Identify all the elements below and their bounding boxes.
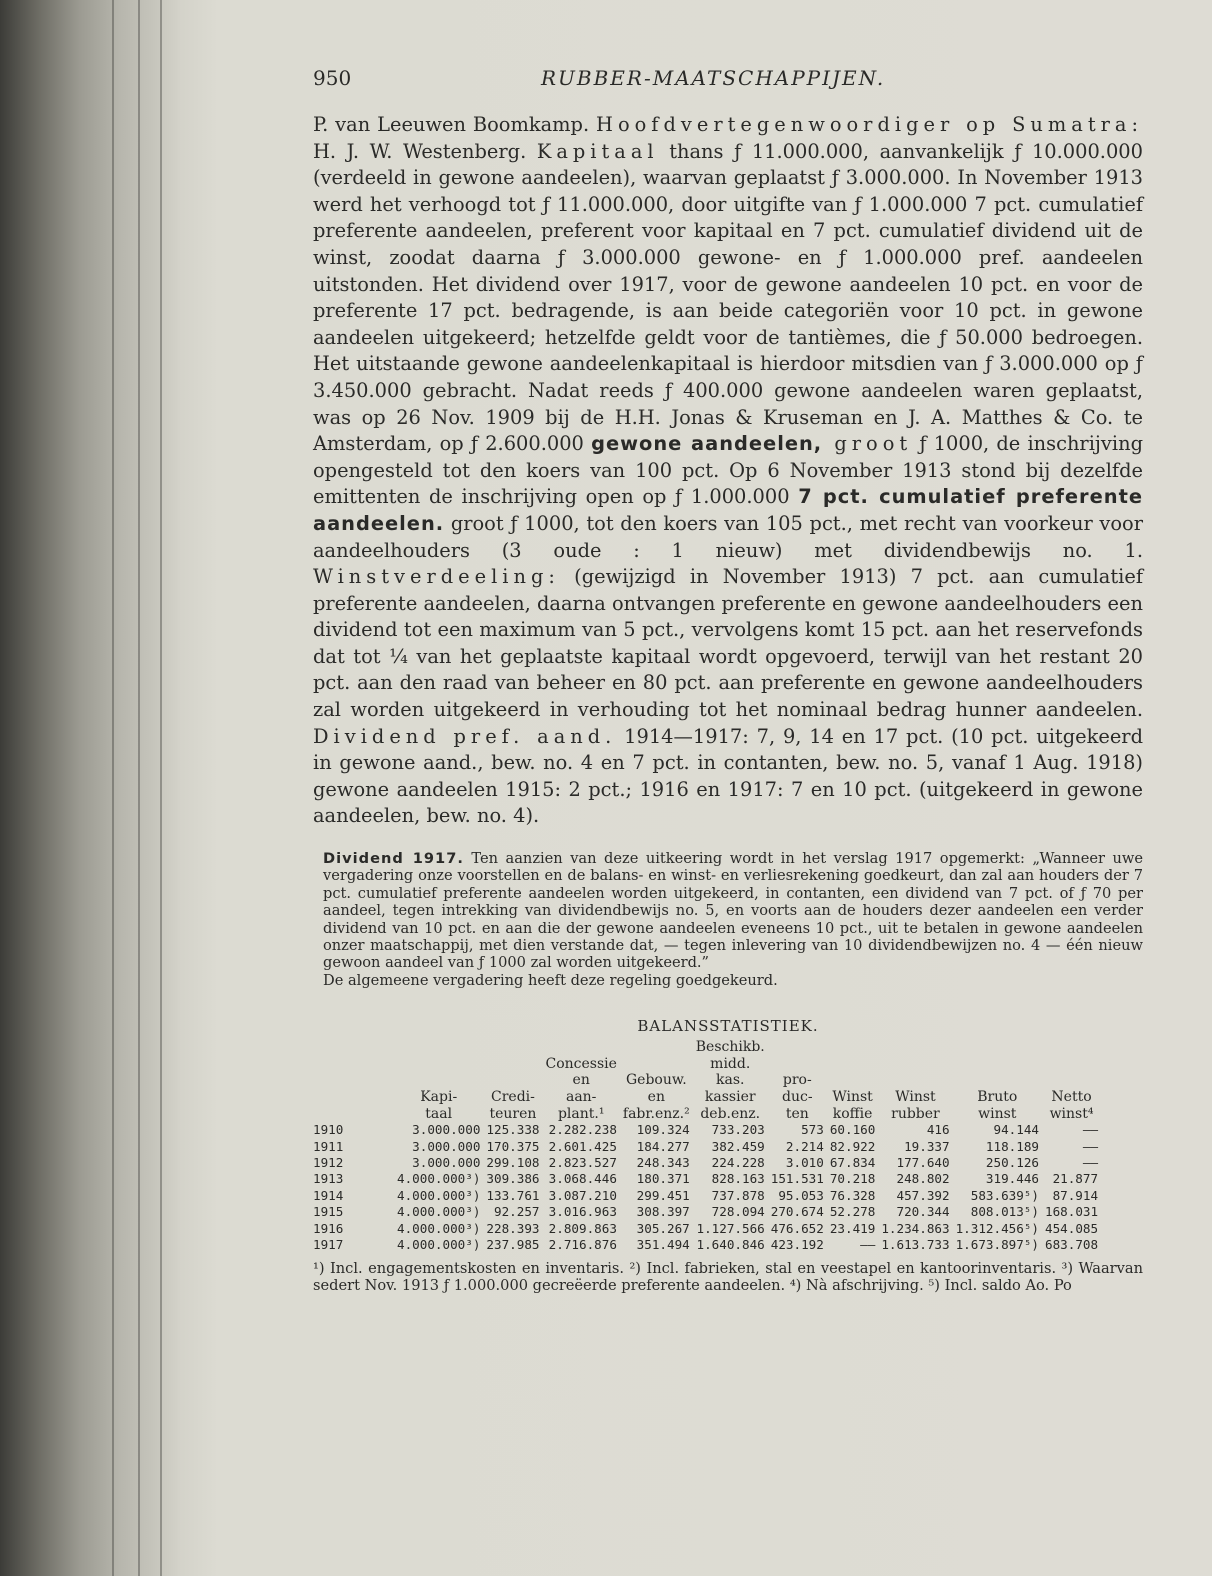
table-cell: 351.494 [636,1237,690,1253]
table-title: BALANSSTATISTIEK. [637,1017,819,1036]
table-cell: 728.094 [711,1204,765,1220]
table-cell: 4.000.000³) [397,1187,481,1203]
table-cell: 3.068.446 [548,1171,617,1187]
column-header: Beschikb. midd. kas. kassier deb.enz. [695,1039,765,1122]
table-cell: 4.000.000³) [397,1204,481,1220]
table-cell: 3.016.963 [548,1204,617,1220]
table-cell: 3.000.000 [412,1155,481,1171]
table-cell: —— [860,1237,876,1253]
table-cell: 4.000.000³) [397,1171,481,1187]
table-cell: 95.053 [778,1187,824,1203]
table-cell: 583.639⁵) [970,1187,1039,1203]
table-cell: —— [1082,1122,1099,1138]
table-cell: 733.203 [711,1122,765,1138]
table-cell: 248.343 [636,1155,690,1171]
table-cell: 82.922 [829,1138,876,1154]
table-cell: 423.192 [770,1237,824,1253]
page-content [313,60,1143,1294]
table-cell: 177.640 [896,1155,950,1171]
table-row [313,1171,1101,1187]
table-cell: 683.708 [1044,1237,1099,1253]
table-cell: 76.328 [829,1187,876,1203]
table-cell: 416 [926,1122,950,1138]
table-cell: 720.344 [896,1204,950,1220]
table-row [313,1237,1101,1253]
table-cell: 457.392 [896,1187,950,1203]
table-cell: 125.338 [486,1122,540,1138]
table-cell: 808.013⁵) [970,1204,1039,1220]
page-number: 950 [313,66,352,90]
note-text: Ten aanzien van deze uitkeering wordt in het verslag 1917 opgemerkt: „Wanneer uwe vergadering onze voorstellen en de balans- en winst- en verliesrekening goedkeurt, dan zal aan houders der 7 pct. cumulatief preferente aandeelen worden uitgekeerd, in contanten, een dividend van 7 pct. of ƒ 70 per aandeel, tegen intrekking van dividendbewijs no. 5, en voorts aan de houders dezer aandeelen een verder dividend van 10 pct. en aan die der gewone aandeelen eveneens 10 pct., uit te betalen in gewone aandeelen onzer maatschappij, met dien verstande dat, — tegen inlevering van 10 dividendbewijzen no. 4 — één nieuw gewoon aandeel van ƒ 1000 zal worden uitgekeerd.” [323,850,1143,972]
table-cell: 2.716.876 [548,1237,617,1253]
table-cell: 2.601.425 [548,1138,617,1154]
note-lead: Dividend 1917. [323,850,464,868]
text-run: H. J. W. Westenberg. [313,139,537,163]
table-cell: 454.085 [1044,1220,1099,1236]
column-header [313,1039,394,1122]
table-cell: 70.218 [829,1171,876,1187]
table-cell: 237.985 [486,1237,540,1253]
running-head: RUBBER-MAATSCHAPPIJEN. [541,66,886,90]
row-year: 1911 [313,1138,344,1154]
table-cell: —— [1082,1138,1099,1154]
balance-table [313,1039,1101,1253]
table-header-row [313,1039,1101,1122]
table-cell: 151.531 [770,1171,824,1187]
row-year: 1912 [313,1155,344,1171]
table-cell: 308.397 [636,1204,690,1220]
table-cell: 382.459 [711,1138,765,1154]
table-cell: 309.386 [486,1171,540,1187]
table-cell: 2.809.863 [548,1220,617,1236]
table-cell: 19.337 [904,1138,950,1154]
row-year: 1910 [313,1122,344,1138]
table-cell: 299.451 [636,1187,690,1203]
text-run: (gewijzigd in November 1913) 7 pct. aan cumulatief preferente aandeelen, daarna ontvangen preferente en gewone aandeelhouders een dividend tot een maximum van 5 pct., vervolgens komt 15 pct. aan het reservefonds dat tot ¼ van het geplaatste kapitaal wordt opgevoerd, terwijl van het restant 20 pct. aan den raad van beheer en 80 pct. aan preferente en gewone aandeelhouders zal worden uitgekeerd in verhouding tot het nominaal bedrag hunner aandeelen. [313,565,1143,722]
table-cell: 250.126 [985,1155,1039,1171]
bold-phrase: 7 pct. cumulatief preferente aandeelen. [313,485,1143,535]
spaced-heading: Hoofdvertegenwoordiger op Sumatra: [596,113,1143,136]
column-header: Winst rubber [891,1089,940,1122]
table-cell: 828.163 [711,1171,765,1187]
bold-phrase: gewone aandeelen, [591,432,823,456]
table-row [313,1204,1101,1220]
text-run: 1914—1917: 7, 9, 14 en 17 pct. (10 pct. uitgekeerd in gewone aand., bew. no. 4 en 7 pct. in contanten, bew. no. 5, vanaf 1 Aug. 1918) gewone aandeelen 1915: 2 pct.; 1916 en 1917: 7 en 10 pct. (uitgekeerd in gewone aandeelen, bew. no. 4). [313,724,1143,828]
table-cell: 224.228 [711,1155,765,1171]
row-year: 1916 [313,1220,344,1236]
page-header [313,60,1143,94]
table-cell: 168.031 [1044,1204,1099,1220]
book-page [178,0,1212,1576]
main-paragraph [313,112,1143,830]
table-cell: 109.324 [636,1122,690,1138]
table-cell: 87.914 [1052,1187,1099,1203]
spaced-heading: Kapitaal [536,139,659,163]
table-cell: 299.108 [486,1155,540,1171]
book-binding [0,0,178,1576]
spaced-word: groot [822,432,913,456]
table-cell: 3.087.210 [548,1187,617,1203]
table-cell: 1.673.897⁵) [955,1237,1039,1253]
table-row [313,1155,1101,1171]
row-year: 1914 [313,1187,344,1203]
table-row [313,1122,1101,1138]
table-cell: 305.267 [636,1220,690,1236]
table-cell: 184.277 [636,1138,690,1154]
table-cell: 60.160 [829,1122,876,1138]
text-run: thans ƒ 11.000.000, aanvankelijk ƒ 10.000.000 (verdeeld in gewone aandeelen), waarvan geplaatst ƒ 3.000.000. In November 1913 werd het verhoogd tot ƒ 11.000.000, door uitgifte van ƒ 1.000.000 7 pct. cumulatief preferente aandeelen, preferent voor kapitaal en 7 pct. cumulatief dividend uit de winst, zoodat daarna ƒ 3.000.000 gewone- en ƒ 1.000.000 pref. aandeelen uitstonden. Het dividend over 1917, voor de gewone aandeelen 10 pct. en voor de preferente 17 pct. bedragende, is aan beide categoriën voor 10 pct. in gewone aandeelen uitgekeerd; hetzelfde geldt voor de tantièmes, die ƒ 50.000 bedroegen. Het uitstaande gewone aandeelenkapitaal is hierdoor mitsdien van ƒ 3.000.000 op ƒ 3.450.000 gebracht. Nadat reeds ƒ 400.000 gewone aandeelen waren geplaatst, was op 26 Nov. 1909 bij de H.H. Jonas & Kruseman en J. A. Matthes & Co. te Amsterdam, op ƒ 2.600.000 [313,139,1143,456]
text-run: groot ƒ 1000, tot den koers van 105 pct., met recht van voorkeur voor aandeelhouders (3 oude : 1 nieuw) met dividendbewijs no. 1. [313,511,1143,562]
table-cell: 170.375 [486,1138,540,1154]
table-cell: 270.674 [770,1204,824,1220]
table-row [313,1139,1101,1155]
table-cell: 1.127.566 [696,1220,765,1236]
column-header: pro- duc- ten [782,1072,813,1122]
table-cell: 3.000.000 [412,1122,481,1138]
table-cell: 1.640.846 [696,1237,765,1253]
table-cell: 319.446 [985,1171,1039,1187]
text-run: ƒ 1000, de inschrijving opengesteld tot den koers van 100 pct. Op 6 November 1913 stond bij dezelfde emittenten de inschrijving open op ƒ 1.000.000 [313,432,1143,509]
table-cell: 228.393 [486,1220,540,1236]
table-cell: 94.144 [993,1122,1039,1138]
table-cell: 4.000.000³) [397,1220,481,1236]
footnotes: ¹) Incl. engagementskosten en inventaris. ²) Incl. fabrieken, stal en veestapel en kantoorinventaris. ³) Waarvan sedert Nov. 1913 ƒ 1.000.000 gecreëerde preferente aandeelen. ⁴) Nà afschrijving. ⁵) Incl. saldo Ao. Po [313,1259,1143,1294]
table-cell: —— [1082,1155,1099,1171]
text-run: P. van Leeuwen Boomkamp. [313,113,597,136]
dividend-note [313,850,1143,989]
spaced-heading: Winstverdeeling: [313,565,560,589]
note-text-2: De algemeene vergadering heeft deze regeling goedgekeurd. [323,971,778,989]
table-cell: 1.234.863 [881,1220,950,1236]
table-cell: 3.010 [785,1155,824,1171]
spaced-heading: Dividend pref. aand. [313,724,617,748]
table-cell: 3.000.000 [412,1138,481,1154]
column-header: Bruto winst [977,1089,1018,1122]
table-cell: 67.834 [829,1155,876,1171]
column-header: Concessie en aan- plant.¹ [545,1055,617,1122]
table-cell: 2.823.527 [548,1155,617,1171]
row-year: 1917 [313,1237,344,1253]
table-cell: 180.371 [636,1171,690,1187]
table-cell: 4.000.000³) [397,1237,481,1253]
column-header: Winst koffie [832,1089,873,1122]
column-header: Netto winst⁴ [1049,1089,1094,1122]
table-cell: 737.878 [711,1187,765,1203]
row-year: 1913 [313,1171,344,1187]
table-cell: 573 [801,1122,824,1138]
table-cell: 118.189 [985,1138,1039,1154]
table-body [313,1122,1101,1253]
table-row [313,1188,1101,1204]
column-header: Gebouw. en fabr.enz.² [622,1072,690,1122]
table-cell: 1.613.733 [881,1237,950,1253]
column-header: Kapi- taal [420,1089,458,1122]
table-row [313,1221,1101,1237]
table-cell: 2.282.238 [548,1122,617,1138]
table-cell: 248.802 [896,1171,950,1187]
table-cell: 92.257 [493,1204,540,1220]
row-year: 1915 [313,1204,344,1220]
table-cell: 21.877 [1052,1171,1099,1187]
table-cell: 52.278 [829,1204,876,1220]
table-cell: 476.652 [770,1220,824,1236]
column-header: Credi- teuren [489,1089,537,1122]
table-cell: 1.312.456⁵) [955,1220,1039,1236]
table-cell: 2.214 [785,1138,824,1154]
table-cell: 133.761 [486,1187,540,1203]
table-cell: 23.419 [829,1220,876,1236]
